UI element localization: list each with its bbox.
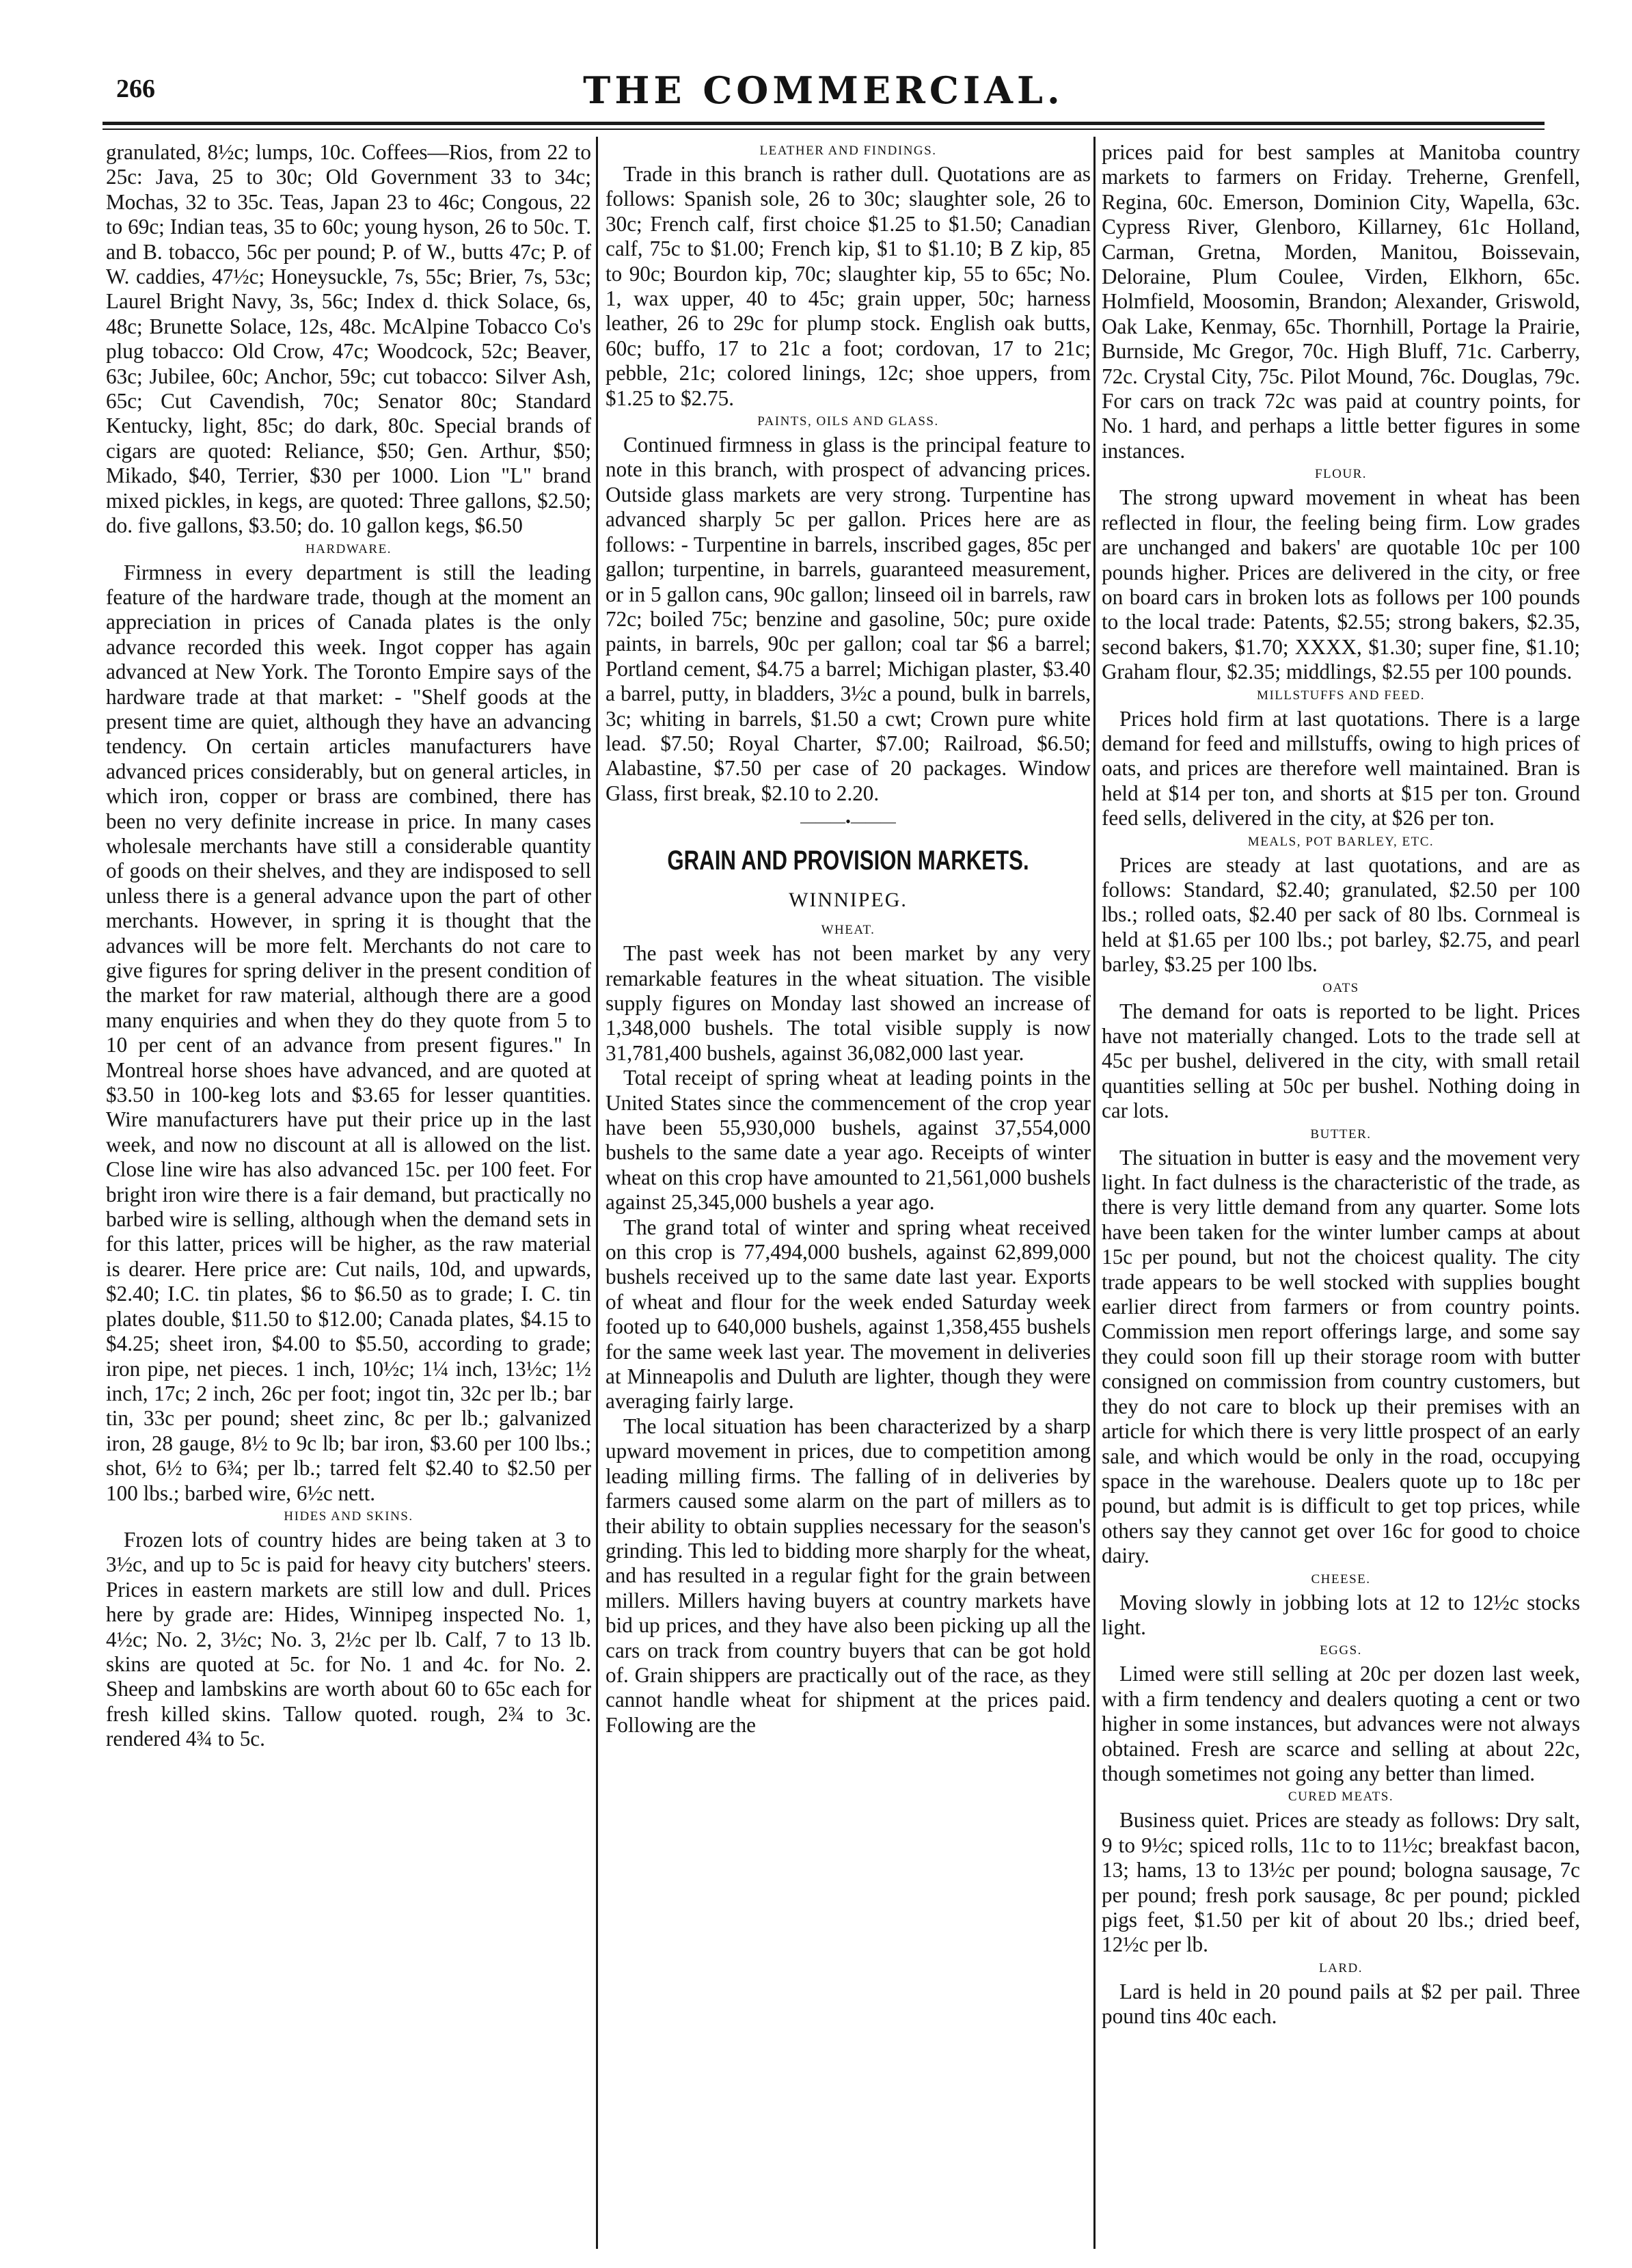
section-heading-cheese: CHEESE. — [1311, 1571, 1371, 1587]
section-heading-meals: MEALS, POT BARLEY, ETC. — [1247, 834, 1434, 849]
ornament-divider: ———•——— — [800, 813, 896, 831]
page-header — [103, 68, 1545, 116]
flour-paragraph: The strong upward movement in wheat has been reflected in flour, the feeling being firm. Low grades are unchanged and bakers' are quotable 10c per 100 pounds higher. Prices are delivered in the city, or free on board cars in broken lots as follows per 100 pounds to the local trade: Patents, $2.55; strong bakers, $2.35, second bakers, $1.70; XXXX, $1.30; super fine, $1.10; Graham flour, $2.35; middlings, $2.55 per 100 pounds. — [1102, 485, 1580, 684]
header-rule-thick — [103, 122, 1545, 125]
section-heading-leather: LEATHER AND FINDINGS. — [759, 144, 937, 158]
wheat-prices-continued: prices paid for best samples at Manitoba country markets to farmers on Friday. Treherne, Grenfell, Regina, 60c. Emerson, Dominion City, Wapella, 63c. Cypress River, Glenboro, Killarney, 61c Holland, Carman, Gretna, Morden, Manitou, Boissevain, Deloraine, Plum Coulee, Virden, Elkhorn, 65c. Holmfield, Moosomin, Brandon; Alexander, Griswold, Oak Lake, Kenmay, 65c. Thornhill, Portage la Prairie, Burnside, Mc Gregor, 70c. High Bluff, 71c. Carberry, 72c. Crystal City, 75c. Pilot Mound, 76c. Douglas, 79c. For cars on track 72c was paid at country points, for No. 1 hard, and perhaps a little better figures in some instances. — [1102, 140, 1580, 463]
column-3 — [1102, 140, 1580, 2245]
cured-meats-paragraph: Business quiet. Prices are steady as follows: Dry salt, 9 to 9½c; spiced rolls, 11c to to 11½c; breakfast bacon, 13; hams, 13 to 13½c per pound; bologna sausage, 7c per pound; fresh pork sausage, 8c per pound; pickled pigs feet, $1.50 per kit of about 20 lbs.; dried beef, 12½c per lb. — [1102, 1808, 1580, 1957]
millstuffs-paragraph: Prices hold firm at last quotations. There is a large demand for feed and millstuffs, owing to high prices of oats, and prices are therefore well maintained. Bran is held at $14 per ton, and shorts at $15 per ton. Ground feed sells, delivered in the city, at $26 per ton. — [1102, 706, 1580, 831]
section-heading-eggs: EGGS. — [1320, 1643, 1362, 1658]
leather-paragraph: Trade in this branch is rather dull. Quotations are as follows: Spanish sole, 26 to 30c; slaughter sole, 26 to 30c; French calf, first choice $1.25 to $1.50; Canadian calf, 75c to $1.00; French kip, $1 to $1.10; B Z kip, 85 to 90c; Bourdon kip, 70c; slaughter kip, 55 to 65c; No. 1, wax upper, 40 to 45c; grain upper, 50c; harness leather, 26 to 29c for plump stock. English oak butts, 60c; buffo, 17 to 21c a foot; cordovan, 17 to 21c; pebble, 21c; colored linings, 12c; shoe uppers, from $1.25 to $2.75. — [606, 162, 1091, 410]
paints-paragraph: Continued firmness in glass is the principal feature to note in this branch, with prospect of advancing prices. Outside glass markets are very strong. Turpentine has advanced sharply 5c per gallon. Prices here are as follows: - Turpentine in barrels, inscribed gages, 85c per gallon; turpentine, in barrels, guaranteed measurement, or in 5 gallon cans, 90c gallon; linseed oil in barrels, raw 72c; boiled 75c; benzine and gasoline, 50c; pure oxide paints, in barrels, 90c per gallon; coal tar $6 a barrel; Portland cement, $4.75 a barrel; Michigan plaster, $3.40 a barrel, putty, in bladders, 3½c a pound, bulk in barrels, 3c; whiting in barrels, $1.50 a cwt; Crown pure white lead. $7.50; Royal Charter, $7.00; Railroad, $6.50; Alabastine, $7.50 per case of 20 packages. Window Glass, first break, $2.10 to 2.20. — [606, 433, 1091, 805]
section-heading-wheat: WHEAT. — [821, 923, 875, 938]
hardware-paragraph: Firmness in every department is still the leading feature of the hardware trade, though at the moment an appreciation in prices of Canada plates is the only advance recorded this week. Ingot copper has again advanced at New York. The Toronto Empire says of the hardware trade at that market: - "Shelf goods at the present time are quiet, although they have an advancing tendency. On certain articles manufacturers have advanced prices considerably, but on general articles, in which iron, copper or brass are combined, there has been no very definite increase in price. In many cases wholesale merchants have still a considerable quantity of goods on their shelves, and they are indisposed to sell unless there is a general advance upon the part of other merchants. However, in spring it is thought that the advances will be more felt. Merchants do not care to give figures for spring deliver in the present condition of the market for raw material, although there are a good many enquiries and when they do they quote from 5 to 10 per cent of an advance from present figures." In Montreal horse shoes have advanced, and are quoted at $3.50 in 100-keg lots and $3.65 for lesser quantities. Wire manufacturers have put their price up in the last week, and now no discount at all is allowed on the list. Close line wire has also advanced 15c. per 100 feet. For bright iron wire there is a fair demand, but practically no barbed wire is selling, although when the demand sets in for this latter, prices will be higher, as the raw material is dearer. Here price are: Cut nails, 10d, and upwards, $2.40; I.C. tin plates, $6 to $6.50 as to grade; I. C. tin plates double, $11.50 to $12.00; Canada plates, $4.15 to $4.25; sheet iron, $4.00 to $5.50, according to grade; iron pipe, net pieces. 1 inch, 10½c; 1¼ inch, 13½c; 1½ inch, 17c; 2 inch, 26c per foot; ingot tin, 32c per lb.; bar tin, 33c per pound; sheet zinc, 8c per lb.; galvanized iron, 28 gauge, 8½ to 9c lb; bar iron, $3.60 per 100 lbs.; shot, 6½ to 6¾; per lb.; tarred felt $2.40 to $2.50 per 100 lbs.; barbed wire, 6½c nett. — [106, 560, 591, 1505]
column-1 — [106, 140, 591, 2245]
section-heading-oats: OATS — [1322, 980, 1359, 995]
section-heading-butter: BUTTER. — [1310, 1126, 1372, 1142]
masthead-title: THE COMMERCIAL. — [583, 68, 1064, 112]
meals-paragraph: Prices are steady at last quotations, and are as follows: Standard, $2.40; granulated, $2.50 per 100 lbs.; rolled oats, $2.40 per sack of 80 lbs. Cornmeal is held at $1.65 per 100 lbs.; pot barley, $2.75, and pearl barley, $3.25 per 100 lbs. — [1102, 852, 1580, 977]
section-heading-lard: LARD. — [1319, 1960, 1363, 1975]
wheat-paragraph-3: The grand total of winter and spring wheat received on this crop is 77,494,000 bushels, against 62,899,000 bushels received up to the same date last year. Exports of wheat and flour for the week ended Saturday week footed up to 640,000 bushels, against 1,358,455 bushels for the same week last year. The movement in deliveries at Minneapolis and Duluth are lighter, though they were averaging fairly large. — [606, 1215, 1091, 1414]
column-divider-2 — [1093, 137, 1096, 2249]
lard-paragraph: Lard is held in 20 pound pails at $2 per pail. Three pound tins 40c each. — [1102, 1979, 1580, 2029]
wheat-paragraph-2: Total receipt of spring wheat at leading points in the United States since the commencement of the crop year have been 55,930,000 bushels, against 37,554,000 bushels to the same date a year ago. Receipts of winter wheat on this crop have amounted to 21,561,000 bushels against 25,345,000 bushels a year ago. — [606, 1066, 1091, 1215]
column-2 — [606, 140, 1091, 2245]
section-heading-paints: PAINTS, OILS AND GLASS. — [757, 414, 939, 429]
section-heading-cured-meats: CURED MEATS. — [1288, 1790, 1394, 1805]
city-heading: WINNIPEG. — [789, 889, 908, 912]
grocery-prices-continued: granulated, 8½c; lumps, 10c. Coffees—Rios, from 22 to 25c: Java, 25 to 30c; Old Government 33 to 34c; Mochas, 32 to 35c. Teas, Japan 23 to 46c; Congous, 22 to 69c; Indian teas, 35 to 60c; young hyson, 26 to 50c. T. and B. tobacco, 56c per pound; P. of W., butts 47c; P. of W. caddies, 47½c; Honeysuckle, 7s, 55c; Brier, 7s, 53c; Laurel Bright Navy, 3s, 56c; Index d. thick Solace, 6s, 48c; Brunette Solace, 12s, 48c. McAlpine Tobacco Co's plug tobacco: Old Crow, 47c; Woodcock, 52c; Beaver, 63c; Jubilee, 60c; Anchor, 59c; cut tobacco: Silver Ash, 65c; Cut Cavendish, 70c; Senator 80c; Standard Kentucky, light, 85c; do dark, 80c. Special brands of cigars are quoted: Reliance, $50; Gen. Arthur, $50; Mikado, $40, Terrier, $30 per 1000. Lion "L" brand mixed pickles, in kegs, are quoted: Three gallons, $2.50; do. five gallons, $3.50; do. 10 gallon kegs, $6.50 — [106, 140, 591, 538]
page-number: 266 — [116, 75, 155, 103]
grain-markets-title: GRAIN AND PROVISION MARKETS. — [667, 846, 1029, 876]
section-heading-hardware: HARDWARE. — [305, 541, 392, 556]
butter-paragraph: The situation in butter is easy and the movement very light. In fact dulness is the characteristic of the trade, as there is very little demand from any quarter. Some lots have been taken for the winter lumber camps at about 15c per pound, but not the choicest quality. The city trade appears to be well stocked with supplies bought earlier direct from farmers or from country points. Commission men report offerings large, and some say they could soon fill up their storage room with butter consigned on commission from country customers, but they do not care to block up their premises with an article for which there is very little prospect of an early sale, and which would be only in the road, occupying space in the warehouse. Dealers quote up to 18c per pound, but admit is is difficult to get top prices, while others say they cannot get over 16c for good to choice dairy. — [1102, 1145, 1580, 1568]
section-heading-flour: FLOUR. — [1314, 467, 1368, 482]
section-heading-millstuffs: MILLSTUFFS AND FEED. — [1257, 688, 1425, 703]
column-divider-1 — [596, 137, 598, 2249]
wheat-paragraph-1: The past week has not been market by any very remarkable features in the wheat situation. The visible supply figures on Monday last showed an increase of 1,348,000 bushels. The total visible supply is now 31,781,400 bushels, against 36,082,000 last year. — [606, 941, 1091, 1065]
eggs-paragraph: Limed were still selling at 20c per dozen last week, with a firm tendency and dealers quoting a cent or two higher in some instances, but advances were not always obtained. Fresh are scarce and selling at about 22c, though sometimes not going any better than limed. — [1102, 1662, 1580, 1785]
oats-paragraph: The demand for oats is reported to be light. Prices have not materially changed. Lots to the trade sell at 45c per bushel, delivered in the city, with small retail quantities selling at 50c per bushel. Nothing doing in car lots. — [1102, 999, 1580, 1123]
wheat-paragraph-4: The local situation has been characterized by a sharp upward movement in prices, due to competition among leading milling firms. The falling of in deliveries by farmers caused some alarm on the part of millers as to their ability to obtain supplies necessary for the season's grinding. This led to bidding more sharply for the wheat, and has resulted in a regular fight for the grain between millers. Millers having buyers at country markets have bid up prices, and they have also been picking up all the cars on track from country buyers that can be got hold of. Grain shippers are practically out of the race, as they cannot handle wheat for shipment at the prices paid. Following are the — [606, 1414, 1091, 1737]
header-rule-thin — [103, 129, 1545, 130]
section-heading-hides: HIDES AND SKINS. — [284, 1509, 413, 1524]
hides-paragraph: Frozen lots of country hides are being taken at 3 to 3½c, and up to 5c is paid for heavy city butchers' steers. Prices in eastern markets are still low and dull. Prices here by grade are: Hides, Winnipeg inspected No. 1, 4½c; No. 2, 3½c; No. 3, 2½c per lb. Calf, 7 to 13 lb. skins are quoted at 5c. for No. 1 and 4c. for No. 2. Sheep and lambskins are worth about 60 to 65c each for fresh killed skins. Tallow quoted. rough, 2¾ to 3c. rendered 4¾ to 5c. — [106, 1527, 591, 1751]
cheese-paragraph: Moving slowly in jobbing lots at 12 to 12½c stocks light. — [1102, 1590, 1580, 1639]
